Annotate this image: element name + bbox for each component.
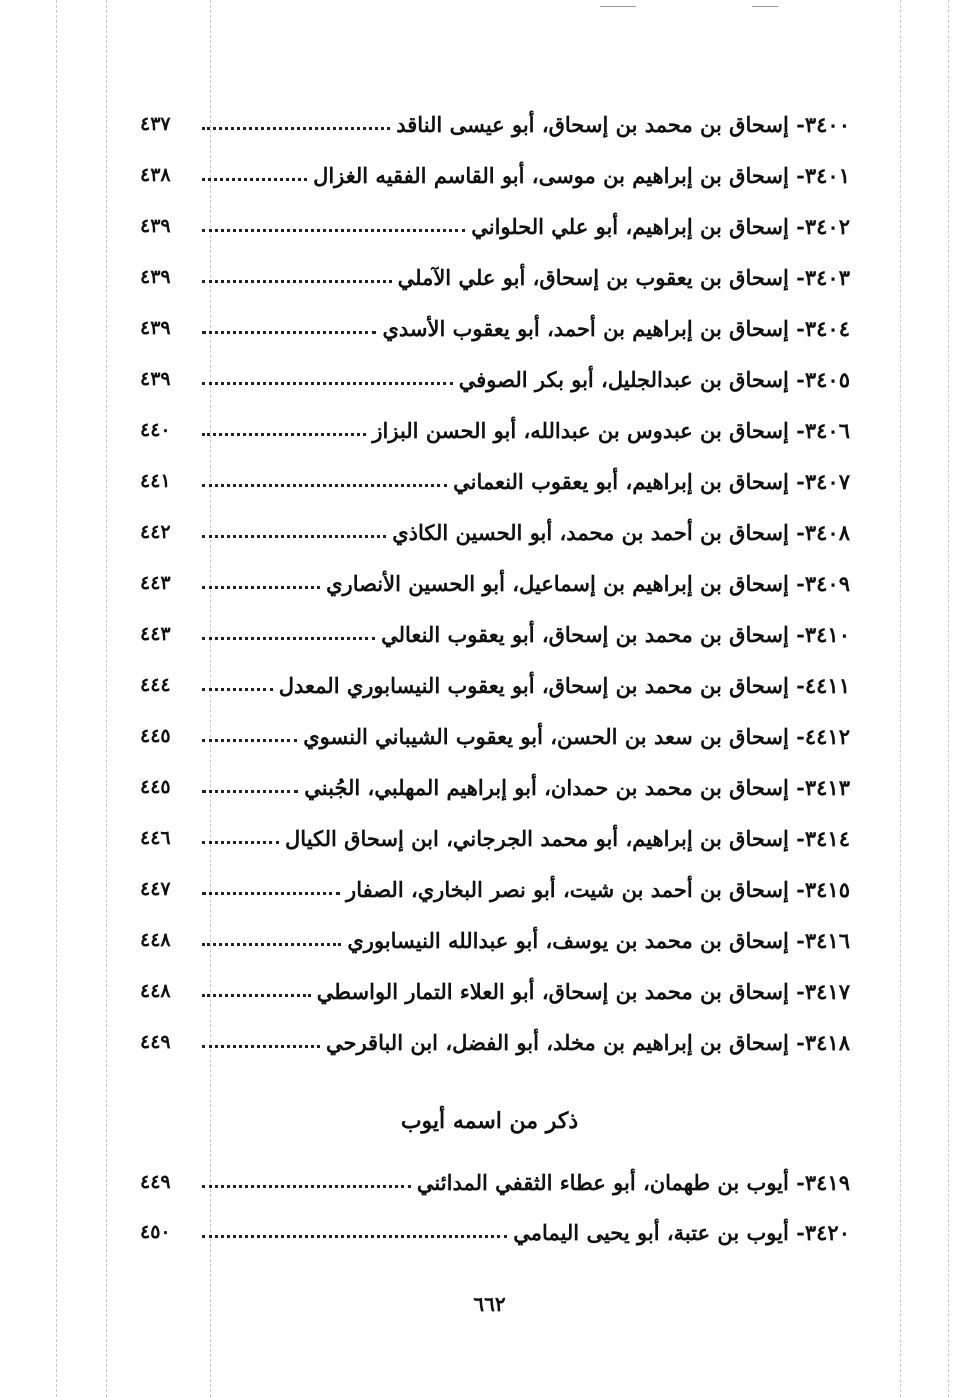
toc-entry (130, 869, 850, 909)
dot-leader (202, 178, 307, 181)
toc-entry-text: ٣٤١٥- إسحاق بن أحمد بن شيت، أبو نصر البخاري، الصفار (346, 876, 850, 902)
dot-leader (202, 280, 392, 283)
section-heading: ذكر من اسمه أيوب (400, 1108, 579, 1134)
toc-page-number: ٤٤٤ (140, 674, 171, 696)
toc-entry-text: ٣٤٠١- إسحاق بن إبراهيم بن موسى، أبو القاسم الفقيه الغزال (313, 162, 850, 188)
scan-guide-line (56, 0, 57, 1397)
toc-entry (130, 410, 850, 450)
toc-page-number: ٤٣٩ (140, 317, 171, 339)
toc-page-number: ٤٤٥ (140, 776, 171, 798)
toc-page-number: ٤٤٧ (140, 878, 171, 900)
dot-leader (202, 637, 375, 640)
toc-page-number: ٤٣٧ (140, 113, 171, 135)
dot-leader (202, 535, 386, 538)
top-mark (752, 6, 778, 7)
toc-page-number: ٤٤٣ (140, 572, 171, 594)
toc-entry (130, 1212, 850, 1252)
toc-page-number: ٤٣٩ (140, 266, 171, 288)
toc-entry-text: ٣٤١٩- أيوب بن طهمان، أبو عطاء الثقفي المدائني (416, 1169, 850, 1195)
toc-entry (130, 920, 850, 960)
toc-page-number: ٤٣٩ (140, 215, 171, 237)
toc-page-number: ٤٤٢ (140, 521, 171, 543)
dot-leader (202, 229, 465, 232)
toc-entry-text: ٣٤١٧- إسحاق بن محمد بن إسحاق، أبو العلاء التمار الواسطي (316, 978, 850, 1004)
scan-guide-line (948, 0, 949, 1397)
dot-leader (202, 484, 447, 487)
scan-guide-line (106, 0, 107, 1397)
page-number: ٦٦٢ (473, 1292, 506, 1316)
dot-leader (202, 994, 311, 997)
toc-entry (130, 971, 850, 1011)
toc-page-number: ٤٤٨ (140, 929, 171, 951)
toc-page-number: ٤٤٨ (140, 980, 171, 1002)
dot-leader (202, 892, 340, 895)
toc-page-number: ٤٣٩ (140, 368, 171, 390)
toc-entry (130, 1022, 850, 1062)
toc-page-number: ٤٤٩ (140, 1171, 171, 1193)
toc-page-number: ٤٤٣ (140, 623, 171, 645)
dot-leader (202, 331, 376, 334)
toc-entry (130, 359, 850, 399)
toc-entry (130, 665, 850, 705)
toc-entry-text: ٣٤١٦- إسحاق بن محمد بن يوسف، أبو عبدالله النيسابوري (347, 927, 850, 953)
toc-page-number: ٤٤٩ (140, 1031, 171, 1053)
toc-entry-text: ٤٤١٢- إسحاق بن سعد بن الحسن، أبو يعقوب الشيباني النسوي (303, 723, 850, 749)
dot-leader (202, 688, 273, 691)
dot-leader (202, 841, 279, 844)
toc-page-number: ٤٥٠ (140, 1221, 171, 1243)
toc-entry-text: ٣٤٠٥- إسحاق بن عبدالجليل، أبو بكر الصوفي (458, 366, 850, 392)
toc-entry (130, 1162, 850, 1202)
toc-entry (130, 818, 850, 858)
toc-entry-text: ٤٤١١- إسحاق بن محمد بن إسحاق، أبو يعقوب النيسابوري المعدل (278, 672, 850, 698)
toc-entry-text: ٣٤٠٤- إسحاق بن إبراهيم بن أحمد، أبو يعقوب الأسدي (382, 315, 850, 341)
toc-entry (130, 104, 850, 144)
toc-entry-text: ٣٤٠٣- إسحاق بن يعقوب بن إسحاق، أبو علي الآملي (397, 264, 850, 290)
toc-entry (130, 614, 850, 654)
toc-entry-text: ٣٤٠٨- إسحاق بن أحمد بن محمد، أبو الحسين الكاذي (392, 519, 850, 545)
toc-page-number: ٤٣٨ (140, 164, 171, 186)
dot-leader (202, 1045, 320, 1048)
dot-leader (202, 127, 390, 130)
toc-entry (130, 767, 850, 807)
toc-entry (130, 716, 850, 756)
toc-page-number: ٤٤٥ (140, 725, 171, 747)
toc-page-number: ٤٤٦ (140, 827, 171, 849)
toc-entry-text: ٣٤١٨- إسحاق بن إبراهيم بن مخلد، أبو الفضل، ابن الباقرحي (325, 1029, 850, 1055)
toc-entry-text: ٣٤١٣- إسحاق بن محمد بن حمدان، أبو إبراهيم المهلبي، الجُبني (304, 774, 850, 800)
toc-page-number: ٤٤١ (140, 470, 171, 492)
dot-leader (202, 790, 298, 793)
toc-entry (130, 206, 850, 246)
toc-page-number: ٤٤٠ (140, 419, 171, 441)
top-mark (600, 6, 636, 7)
toc-entry-text: ٣٤٠٢- إسحاق بن إبراهيم، أبو علي الحلواني (471, 213, 850, 239)
toc-entry (130, 155, 850, 195)
toc-entry (130, 308, 850, 348)
dot-leader (202, 943, 341, 946)
toc-entry (130, 461, 850, 501)
dot-leader (202, 1235, 507, 1238)
dot-leader (202, 739, 297, 742)
toc-entry-text: ٣٤٢٠- أيوب بن عتبة، أبو يحيى اليمامي (513, 1219, 850, 1245)
toc-entry-text: ٣٤١٠- إسحاق بن محمد بن إسحاق، أبو يعقوب النعالي (381, 621, 850, 647)
toc-entry (130, 563, 850, 603)
dot-leader (202, 1185, 411, 1188)
toc-entry-text: ٣٤٠٦- إسحاق بن عبدوس بن عبدالله، أبو الحسن البزاز (372, 417, 850, 443)
toc-entry (130, 257, 850, 297)
toc-entry-text: ٣٤٠٧- إسحاق بن إبراهيم، أبو يعقوب النعماني (453, 468, 850, 494)
toc-entry (130, 512, 850, 552)
scan-guide-line (900, 0, 901, 1397)
dot-leader (202, 433, 366, 436)
toc-entry-text: ٣٤٠٩- إسحاق بن إبراهيم بن إسماعيل، أبو الحسين الأنصاري (326, 570, 850, 596)
dot-leader (202, 382, 453, 385)
toc-entry-text: ٣٤٠٠- إسحاق بن محمد بن إسحاق، أبو عيسى الناقد (396, 111, 850, 137)
dot-leader (202, 586, 320, 589)
toc-entry-text: ٣٤١٤- إسحاق بن إبراهيم، أبو محمد الجرجاني، ابن إسحاق الكيال (285, 825, 850, 851)
